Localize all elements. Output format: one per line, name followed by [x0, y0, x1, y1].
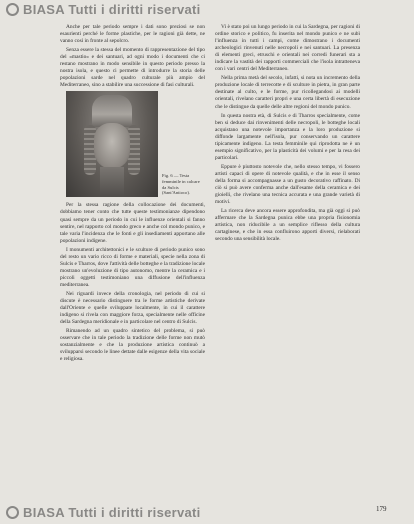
paragraph: Rimanendo ad un quadro sintetico del problema, si può osservare che in tale periodo la tradizione delle forme non mutò sostanzialmente e che la produzione artistica continuò a svilupparsi secondo le linee dettate dalle esigenze della vita sociale e religiosa.: [60, 328, 205, 363]
watermark-top: [6, 2, 408, 17]
paragraph: Nei riguardi invece della cronologia, nel periodo di cui si discute è necessario distinguere tra le forme artistiche derivate dall'Oriente e quelle sviluppate localmente, in cui il carattere indigeno si rivela con maggiore forza, specialmente nelle officine della Sardegna meridionale e in particolare nel centro di Sulcis.: [60, 290, 205, 326]
watermark-top-text: BIASA Tutti i diritti riservati: [23, 2, 201, 17]
paragraph: Vi è stato poi un lungo periodo in cui la Sardegna, per ragioni di ordine storico e politico, fu inserita nel mondo punico e ne subì l'influenza in tutti i campi, come dimostrano i documenti archeologici rinvenuti nelle necropoli e nei santuari. La presenza di elementi greci, etruschi e orientali nei corredi funerari sta a indicare la vastità dei rapporti commerciali che l'isola intratteneva con i vari centri del Mediterraneo.: [215, 24, 360, 73]
paragraph: Per la stessa ragione della collocazione dei documenti, dobbiamo tener conto che tutte queste testimonianze dipendono quasi sempre da un periodo in cui le influenze orientali si fanno sentire, nel rapporto col mondo greco e anche col mondo punico, e tale varia l'incidenza che le fonti e gli insediamenti apportano alle popolazioni indigene.: [60, 202, 205, 244]
watermark-bottom: [6, 505, 408, 520]
figure: [60, 91, 205, 199]
sculpture-photo: [66, 91, 158, 197]
paragraph: Eppure è piuttosto notevole che, nello stesso tempo, vi fossero artisti capaci di opere di notevole qualità, e che in esse il senso della forma si accompagnasse a un gusto decorativo raffinato. Di ciò si può avere conferma anche dall'esame della ceramica e dei gioielli, che rivelano una tecnica accurata e una grande varietà di motivi.: [215, 163, 360, 206]
paragraph: In questa nostra età, di Sulcis e di Tharros specialmente, come ben si deduce dai rinvenimenti delle necropoli, le botteghe locali acquistano una notevole importanza e la loro produzione si diffonde largamente nell'isola, pur conservando un carattere tipicamente indigeno. La testa femminile qui riprodotta ne è un esempio significativo, per la plasticità dei volumi e per la resa dei particolari.: [215, 112, 360, 161]
face-shape: [94, 123, 130, 169]
neck-shape: [100, 167, 124, 197]
paragraph: Nella prima metà del secolo, infatti, si nota un incremento della produzione locale di terrecotte e di sculture in pietra, in gran parte destinate al culto, e le forme, pur ricollegandosi ai modelli orientali, rivelano caratteri propri e una certa libertà di esecuzione che le distingue da quelle delle altre regioni del mondo punico.: [215, 75, 360, 110]
paragraph: Senza essere la stessa del momento di rappresentazione del tipo del «mastio» e dei santuari, ad ogni modo i documenti che ci restano mostrano in modo sensibile in questo periodo presso la nostra isola, e questo ci permette di introdurre la storia delle popolazioni sarde nel quadro culturale più ampio del Mediterraneo, sino a stabilire una successione di fasi culturali.: [60, 47, 205, 89]
watermark-bottom-text: BIASA Tutti i diritti riservati: [23, 505, 201, 520]
paragraph: Anche per tale periodo sempre i dati sono preziosi se non esaurienti perché le forme plastiche, per le ragioni già dette, ne vanno così in fronte al sepolcro.: [60, 24, 205, 45]
figure-caption: Fig. 6 — Testa femminile in calcare da Sulcis (Sant'Antioco).: [162, 173, 200, 196]
biasa-logo-icon: [6, 3, 19, 16]
text-columns: [60, 24, 360, 502]
left-column: [60, 24, 205, 502]
right-column: [215, 24, 360, 502]
paragraph: La ricerca deve ancora essere approfondita, ma già oggi si può affermare che la Sardegna punica ebbe una propria fisionomia artistica, non riducibile a un semplice riflesso della cultura cartaginese, e che in essa confluirono apporti diversi, rielaborati secondo una sensibilità locale.: [215, 208, 360, 243]
biasa-logo-icon: [6, 506, 19, 519]
paragraph: I monumenti architettonici e le sculture di periodo punico sono del resto un vario ricco di forme e materiali, specie nella zona di Sulcis e Tharros, dove l'attività delle botteghe e la tradizione locale mostrano un'evoluzione di tipo autonomo, mentre la ceramica e i piccoli oggetti testimoniano una diffusione dell'influenza mediterranea.: [60, 246, 205, 288]
page-number: 179: [376, 505, 387, 513]
